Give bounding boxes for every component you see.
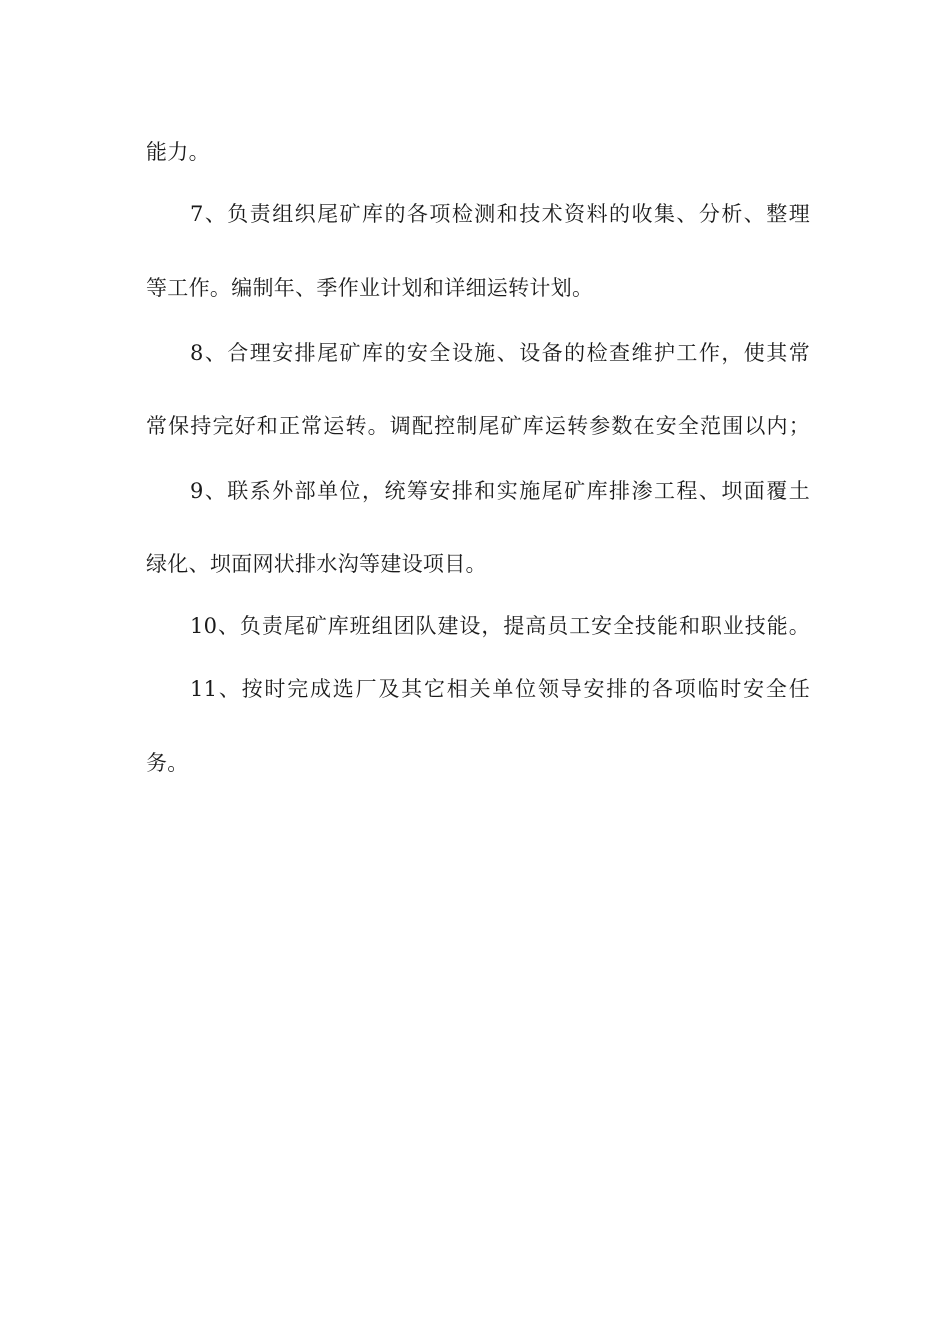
item-8-line-2: 常保持完好和正常运转。调配控制尾矿库运转参数在安全范围以内； (146, 414, 810, 438)
item-11-line-1: 11、按时完成选厂及其它相关单位领导安排的各项临时安全任 (190, 677, 810, 701)
item-9-line-2: 绿化、坝面网状排水沟等建设项目。 (146, 552, 487, 576)
item-9-line-1: 9、联系外部单位，统筹安排和实施尾矿库排渗工程、坝面覆土 (190, 479, 810, 503)
item-11-line-2: 务。 (146, 751, 189, 775)
item-7-line-2: 等工作。编制年、季作业计划和详细运转计划。 (146, 276, 594, 300)
item-10-line-1: 10、负责尾矿库班组团队建设，提高员工安全技能和职业技能。 (190, 614, 810, 638)
item-8-line-1: 8、合理安排尾矿库的安全设施、设备的检查维护工作，使其常 (190, 341, 810, 365)
text-line-continuation: 能力。 (146, 140, 210, 164)
item-7-line-1: 7、负责组织尾矿库的各项检测和技术资料的收集、分析、整理 (190, 202, 810, 226)
